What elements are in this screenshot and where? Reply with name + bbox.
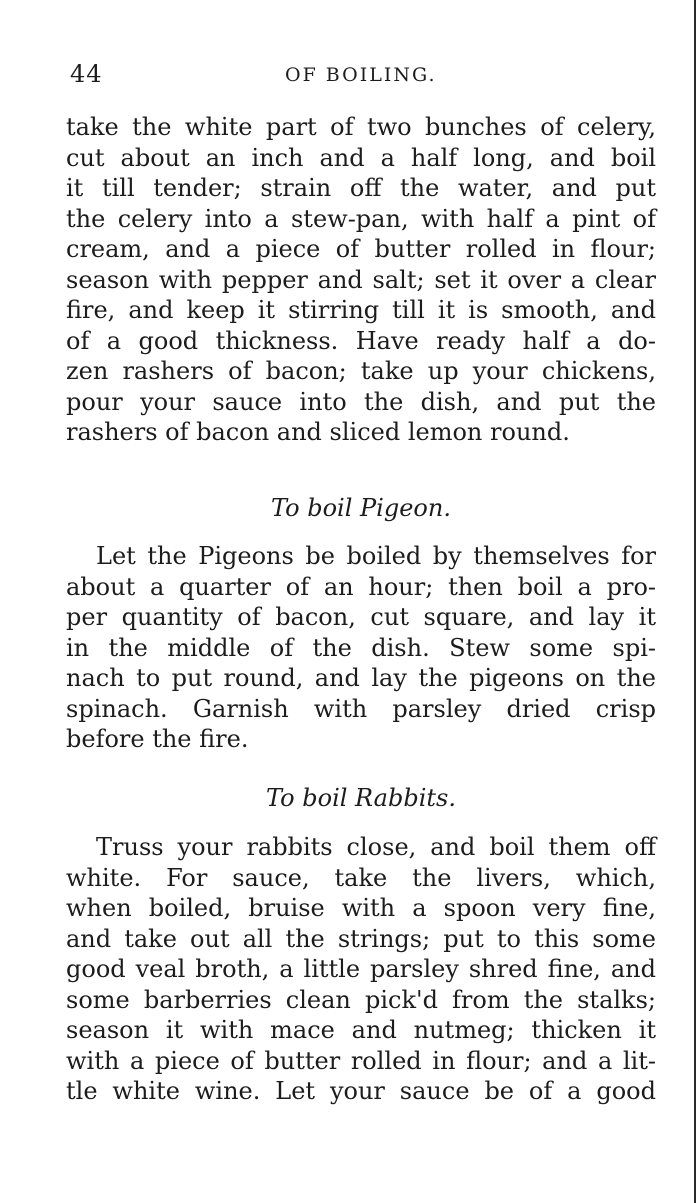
text-line: Truss your rabbits close, and boil them off (96, 833, 656, 861)
text-line: in the middle of the dish. Stew some spi- (66, 633, 656, 662)
text-line: when boiled, bruise with a spoon very fine, (66, 894, 656, 922)
text-line: per quantity of bacon, cut square, and lay it (66, 603, 656, 631)
text-line: season with pepper and salt; set it over a clear (66, 265, 656, 294)
running-head: OF BOILING. (285, 64, 437, 86)
text-line: of a good thickness. Have ready half a do- (66, 326, 656, 355)
text-line: with a piece of butter rolled in flour; and a lit- (66, 1046, 656, 1075)
page-header (70, 60, 590, 94)
text-line: tle white wine. Let your sauce be of a good (66, 1077, 656, 1105)
text-line: some barberries clean pick'd from the stalks; (66, 985, 656, 1014)
text-line: white. For sauce, take the livers, which, (66, 863, 656, 892)
text-line: nach to put round, and lay the pigeons on the (66, 664, 656, 692)
text-line: spinach. Garnish with parsley dried crisp (66, 694, 656, 723)
text-line: season it with mace and nutmeg; thicken it (66, 1016, 656, 1044)
page-number: 44 (70, 60, 103, 88)
heading-to-boil-pigeon: To boil Pigeon. (271, 494, 451, 522)
text-line: Let the Pigeons be boiled by themselves for (96, 542, 656, 570)
text-line: take the white part of two bunches of celery, (66, 113, 656, 141)
paragraph-pigeon (66, 541, 656, 755)
heading-to-boil-rabbits: To boil Rabbits. (266, 784, 456, 812)
paragraph-rabbits (66, 832, 656, 1107)
text-line: before the fire. (66, 725, 249, 753)
text-line: it till tender; strain off the water, and put (66, 174, 656, 202)
text-line: the celery into a stew-pan, with half a pint of (66, 204, 656, 233)
text-line: fire, and keep it stirring till it is smooth, and (66, 296, 656, 324)
text-line: good veal broth, a little parsley shred fine, and (66, 955, 656, 983)
text-line: rashers of bacon and sliced lemon round. (66, 418, 570, 446)
text-line: cut about an inch and a half long, and boil (66, 143, 656, 172)
text-line: about a quarter of an hour; then boil a pro- (66, 572, 656, 601)
text-line: pour your sauce into the dish, and put the (66, 387, 656, 416)
paragraph-celery-sauce (66, 112, 656, 448)
page-edge-border (694, 0, 696, 1203)
text-line: cream, and a piece of butter rolled in flour; (66, 235, 656, 263)
text-line: zen rashers of bacon; take up your chickens, (66, 357, 656, 385)
text-line: and take out all the strings; put to this some (66, 924, 656, 953)
